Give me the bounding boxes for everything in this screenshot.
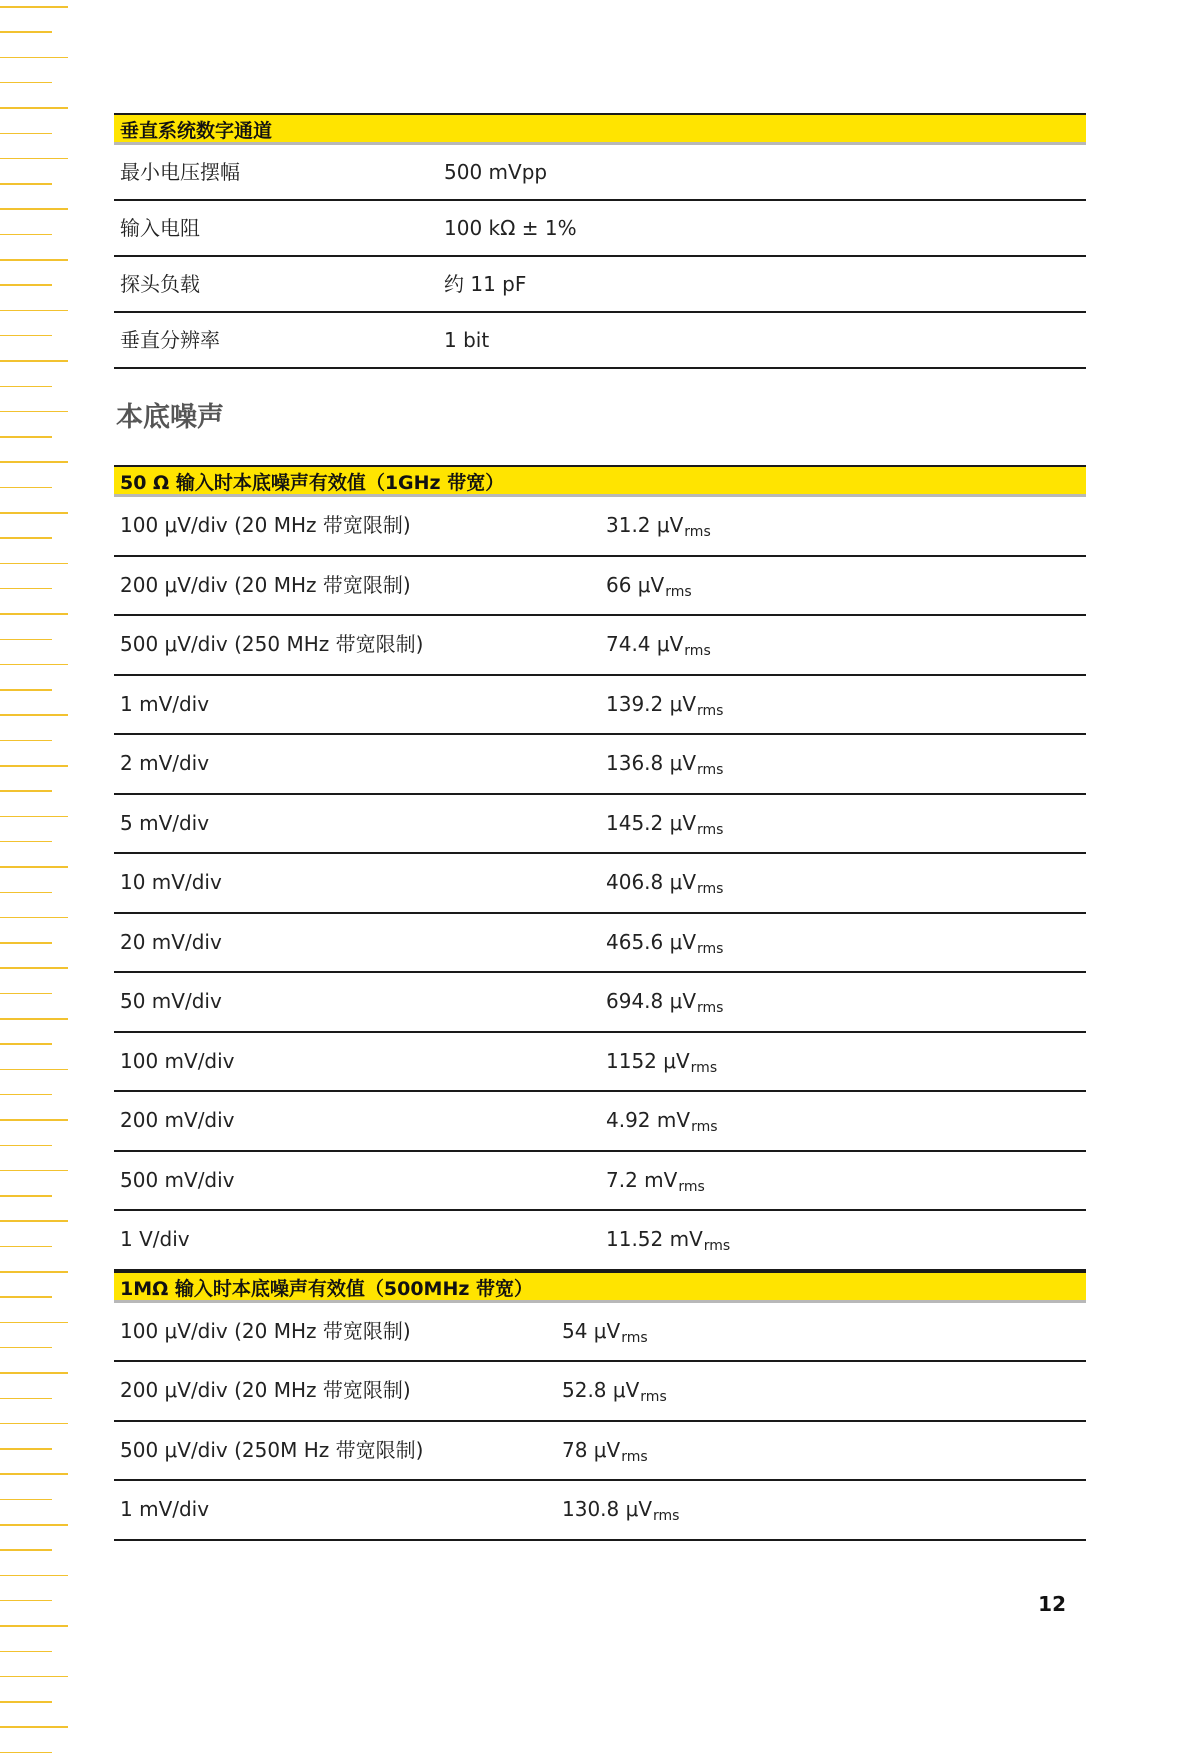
spec-value: 500 mVpp	[444, 160, 548, 184]
margin-dash	[0, 537, 52, 539]
table-row	[114, 914, 1086, 974]
rms-subscript: rms	[678, 1178, 705, 1195]
margin-dash	[0, 1372, 68, 1374]
noise-value-number: 1152 μV	[606, 1048, 690, 1073]
noise-setting-label: 20 mV/div	[120, 929, 222, 954]
noise-value-number: 54 μV	[562, 1318, 621, 1343]
margin-dash	[0, 133, 52, 135]
rms-subscript: rms	[697, 702, 724, 719]
margin-dash	[0, 487, 52, 489]
noise-setting-label: 500 mV/div	[120, 1167, 235, 1192]
noise-value-number: 74.4 μV	[606, 632, 684, 656]
table-row	[114, 257, 1086, 313]
margin-dash	[0, 664, 68, 666]
margin-dash	[0, 310, 68, 312]
table-row	[114, 1092, 1086, 1152]
margin-dash	[0, 1499, 52, 1501]
noise-setting-label: 100 μV/div (20 MHz 带宽限制)	[120, 513, 411, 537]
margin-dash	[0, 1398, 52, 1400]
noise-1mohm-table	[114, 1303, 1086, 1541]
noise-value	[606, 557, 692, 616]
margin-dash	[0, 790, 52, 792]
noise-value-number: 52.8 μV	[562, 1378, 640, 1402]
rms-subscript: rms	[690, 1059, 718, 1076]
noise-value-number: 66 μV	[606, 572, 665, 597]
table-row	[114, 1152, 1086, 1212]
margin-dash	[0, 967, 68, 969]
noise-setting-label: 200 mV/div	[120, 1108, 235, 1132]
spec-value: 约 11 pF	[444, 272, 527, 296]
noise-setting-label: 10 mV/div	[120, 870, 222, 894]
noise-setting-label: 2 mV/div	[120, 751, 210, 775]
margin-dash	[0, 183, 52, 185]
noise-value	[606, 676, 723, 735]
vertical-digital-header: 垂直系统数字通道	[114, 113, 1086, 145]
margin-dash	[0, 689, 52, 691]
table-row	[114, 1303, 1086, 1363]
rms-subscript: rms	[697, 762, 724, 778]
noise-value	[606, 854, 723, 913]
margin-dash	[0, 841, 52, 843]
noise-50ohm-header: 50 Ω 输入时本底噪声有效值（1GHz 带宽）	[114, 465, 1086, 497]
rms-subscript: rms	[653, 1508, 680, 1524]
margin-dash	[0, 1473, 68, 1475]
noise-value-number: 31.2 μV	[606, 513, 684, 537]
noise-setting-label: 1 V/div	[120, 1227, 190, 1251]
margin-dash	[0, 1145, 52, 1147]
noise-setting-label: 200 μV/div (20 MHz 带宽限制)	[120, 1378, 411, 1402]
margin-dash	[0, 208, 68, 210]
noise-setting-label: 100 mV/div	[120, 1048, 235, 1073]
table-row	[114, 313, 1086, 369]
rms-subscript: rms	[621, 1329, 648, 1346]
margin-dash	[0, 82, 52, 84]
margin-dash	[0, 917, 68, 919]
noise-setting-label: 1 mV/div	[120, 1497, 210, 1521]
table-row	[114, 145, 1086, 201]
table-row	[114, 201, 1086, 257]
noise-value-number: 694.8 μV	[606, 989, 697, 1013]
noise-setting-label: 500 μV/div (250M Hz 带宽限制)	[120, 1437, 424, 1462]
margin-dash	[0, 639, 52, 641]
margin-dash	[0, 866, 68, 868]
rms-subscript: rms	[621, 1448, 648, 1465]
margin-dash	[0, 1119, 68, 1121]
noise-value-number: 465.6 μV	[606, 929, 697, 954]
margin-dash	[0, 1246, 52, 1248]
margin-dash	[0, 1701, 52, 1703]
rms-subscript: rms	[665, 583, 692, 600]
noise-setting-label: 100 μV/div (20 MHz 带宽限制)	[120, 1318, 411, 1343]
margin-dash	[0, 107, 68, 109]
rms-subscript: rms	[697, 881, 724, 897]
margin-dash	[0, 942, 52, 944]
noise-value-number: 136.8 μV	[606, 751, 697, 775]
margin-dash	[0, 386, 52, 388]
noise-value	[606, 914, 723, 973]
noise-setting-label: 5 mV/div	[120, 810, 210, 835]
margin-dash	[0, 892, 52, 894]
noise-value	[562, 1481, 679, 1540]
table-row	[114, 795, 1086, 855]
table-row	[114, 1481, 1086, 1541]
table-row	[114, 557, 1086, 617]
margin-dash	[0, 411, 68, 413]
margin-dash	[0, 1600, 52, 1602]
margin-dash	[0, 563, 68, 565]
margin-dash	[0, 816, 68, 818]
margin-dash	[0, 1448, 52, 1450]
noise-value	[606, 735, 723, 794]
margin-dash	[0, 6, 68, 8]
noise-value-number: 11.52 mV	[606, 1227, 703, 1251]
rms-subscript: rms	[697, 821, 724, 838]
noise-value-number: 139.2 μV	[606, 691, 697, 716]
table-row	[114, 1211, 1086, 1271]
noise-value	[606, 497, 711, 556]
noise-section-title: 本底噪声	[116, 402, 224, 433]
table-row	[114, 1422, 1086, 1482]
noise-setting-label: 1 mV/div	[120, 691, 210, 716]
margin-dash	[0, 461, 68, 463]
margin-decoration	[0, 0, 72, 1696]
table-row	[114, 616, 1086, 676]
table-row	[114, 1362, 1086, 1422]
noise-value	[606, 1152, 705, 1211]
margin-dash	[0, 259, 68, 261]
margin-dash	[0, 740, 52, 742]
margin-dash	[0, 1575, 68, 1577]
noise-value	[606, 795, 723, 854]
table-row	[114, 973, 1086, 1033]
noise-value	[606, 1033, 717, 1092]
noise-1mohm-header: 1MΩ 输入时本底噪声有效值（500MHz 带宽）	[114, 1271, 1086, 1303]
margin-dash	[0, 512, 68, 514]
margin-dash	[0, 1549, 52, 1551]
noise-value-number: 130.8 μV	[562, 1497, 653, 1521]
noise-value-number: 4.92 mV	[606, 1108, 691, 1132]
margin-dash	[0, 1271, 68, 1273]
noise-50ohm-table	[114, 497, 1086, 1271]
margin-dash	[0, 1423, 68, 1425]
margin-dash	[0, 1322, 68, 1324]
noise-value	[562, 1303, 648, 1362]
rms-subscript: rms	[691, 1119, 718, 1135]
rms-subscript: rms	[697, 1000, 724, 1016]
margin-dash	[0, 335, 52, 337]
rms-subscript: rms	[640, 1389, 667, 1405]
margin-dash	[0, 1726, 68, 1728]
margin-dash	[0, 1018, 68, 1020]
margin-dash	[0, 1195, 52, 1197]
table-row	[114, 676, 1086, 736]
rms-subscript: rms	[697, 940, 724, 957]
noise-value	[606, 1092, 718, 1151]
margin-dash	[0, 613, 68, 615]
spec-label: 最小电压摆幅	[120, 160, 240, 184]
margin-dash	[0, 993, 52, 995]
noise-value-number: 406.8 μV	[606, 870, 697, 894]
noise-setting-label: 50 mV/div	[120, 989, 222, 1013]
noise-value-number: 7.2 mV	[606, 1167, 678, 1192]
margin-dash	[0, 360, 68, 362]
noise-value	[562, 1422, 648, 1481]
margin-dash	[0, 1625, 68, 1627]
vertical-digital-table	[114, 145, 1086, 369]
table-row	[114, 735, 1086, 795]
margin-dash	[0, 1170, 68, 1172]
margin-dash	[0, 284, 52, 286]
margin-dash	[0, 436, 52, 438]
noise-setting-label: 200 μV/div (20 MHz 带宽限制)	[120, 572, 411, 597]
margin-dash	[0, 1296, 52, 1298]
margin-dash	[0, 765, 68, 767]
spec-content	[114, 113, 1086, 1541]
spec-label: 垂直分辨率	[120, 328, 220, 352]
page-number: 12	[1038, 1592, 1066, 1616]
margin-dash	[0, 234, 52, 236]
spec-label: 输入电阻	[120, 216, 200, 240]
table-row	[114, 854, 1086, 914]
noise-setting-label: 500 μV/div (250 MHz 带宽限制)	[120, 632, 424, 656]
margin-dash	[0, 57, 68, 59]
spec-value: 100 kΩ ± 1%	[444, 216, 577, 240]
noise-value-number: 145.2 μV	[606, 810, 697, 835]
table-row	[114, 497, 1086, 557]
margin-dash	[0, 1220, 68, 1222]
margin-dash	[0, 1524, 68, 1526]
noise-value	[606, 973, 723, 1032]
rms-subscript: rms	[684, 643, 711, 659]
margin-dash	[0, 714, 68, 716]
noise-value	[606, 1211, 730, 1270]
table-row	[114, 1033, 1086, 1093]
margin-dash	[0, 1347, 52, 1349]
margin-dash	[0, 1676, 68, 1678]
noise-value	[562, 1362, 667, 1421]
margin-dash	[0, 1094, 52, 1096]
margin-dash	[0, 31, 52, 33]
rms-subscript: rms	[684, 524, 711, 540]
margin-dash	[0, 1043, 52, 1045]
rms-subscript: rms	[703, 1238, 731, 1254]
spec-value: 1 bit	[444, 328, 490, 352]
noise-value	[606, 616, 711, 675]
margin-dash	[0, 588, 52, 590]
spec-label: 探头负载	[120, 272, 200, 296]
margin-dash	[0, 1651, 52, 1653]
margin-dash	[0, 158, 68, 160]
margin-dash	[0, 1069, 68, 1071]
noise-value-number: 78 μV	[562, 1437, 621, 1462]
